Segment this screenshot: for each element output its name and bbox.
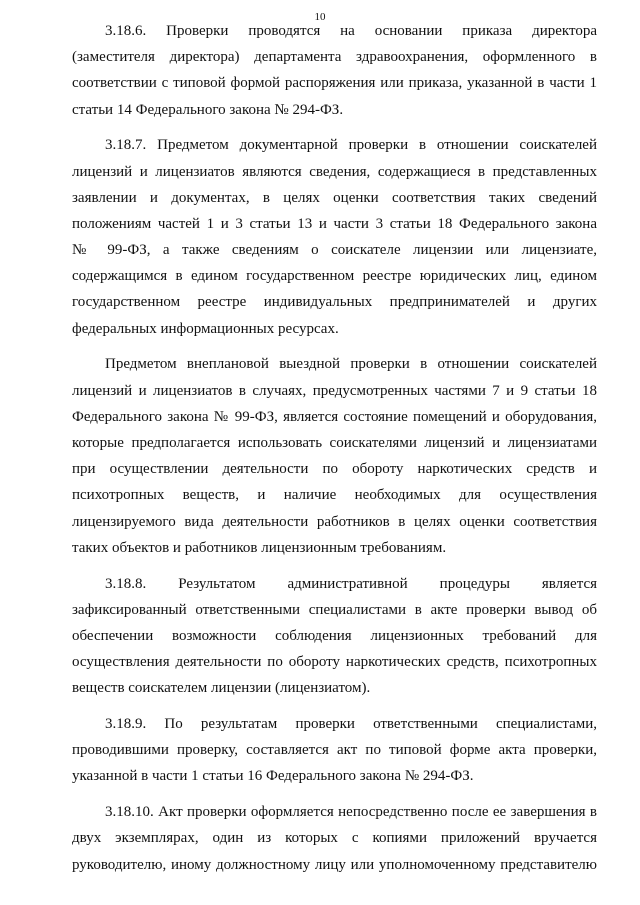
text-line: которые предполагается использовать соискателями лицензий и лицензиатами	[72, 435, 597, 451]
paragraph-3-18-9	[72, 711, 597, 790]
text-line: 3.18.6. Проверки проводятся на основании приказа директора	[105, 23, 597, 39]
text-line: соответствии с типовой формой распоряжения или приказа, указанной в части 1	[72, 75, 597, 92]
text-line: осуществления деятельности по обороту наркотических средств, психотропных	[72, 654, 597, 671]
text-line: положениям частей 1 и 3 статьи 13 и части 3 статьи 18 Федерального закона	[72, 215, 597, 232]
text-line: лицензий и лицензиатов являются сведения, содержащиеся в представленных	[72, 163, 597, 180]
text-line: двух экземплярах, один из которых с копиями приложений вручается	[72, 830, 597, 847]
text-line: заявлении и документах, в целях оценки соответствия таких сведений	[72, 189, 597, 206]
text-line: 3.18.7. Предметом документарной проверки в отношении соискателей	[105, 137, 597, 154]
paragraph-unplanned-inspection	[72, 351, 597, 561]
text-line: лицензируемого вида деятельности работников в целях оценки соответствия	[72, 513, 597, 530]
text-line: Предметом внеплановой выездной проверки в отношении соискателей	[105, 356, 597, 373]
text-line: федеральных информационных ресурсах.	[72, 320, 339, 337]
text-line: указанной в части 1 статьи 16 Федерального закона № 294-ФЗ.	[72, 768, 474, 785]
text-line: 3.18.10. Акт проверки оформляется непосредственно после ее завершения в	[105, 804, 597, 821]
text-line: зафиксированный ответственными специалистами в акте проверки вывод об	[72, 601, 597, 618]
paragraph-3-18-8	[72, 571, 597, 702]
page-number: 10	[314, 11, 326, 23]
text-line: лицензий и лицензиатов в случаях, предусмотренных частями 7 и 9 статьи 18	[72, 382, 597, 399]
text-line: обеспечении возможности соблюдения лицензионных требований для	[72, 627, 597, 644]
text-line: статьи 14 Федерального закона № 294-ФЗ.	[72, 101, 344, 118]
text-line: Федерального закона № 99-ФЗ, является состояние помещений и оборудования,	[72, 408, 597, 425]
text-line: проводившими проверку, составляется акт по типовой форме акта проверки,	[72, 742, 597, 759]
text-line: руководителю, иному должностному лицу или уполномоченному представителю	[72, 856, 597, 873]
text-line: содержащимся в едином государственном реестре юридических лиц, едином	[72, 268, 597, 285]
text-line: психотропных веществ, и наличие необходимых для осуществления	[72, 487, 597, 504]
text-line: (заместителя директора) департамента здравоохранения, оформленного в	[72, 49, 597, 66]
text-line: при осуществлении деятельности по обороту наркотических средств и	[72, 461, 597, 478]
text-line: веществ соискателем лицензии (лицензиатом).	[72, 680, 371, 697]
text-line: государственном реестре индивидуальных предпринимателей и других	[72, 294, 597, 311]
paragraph-3-18-6	[72, 18, 597, 123]
paragraph-3-18-10	[72, 799, 597, 878]
text-line: № 99-ФЗ, а также сведениям о соискателе лицензии или лицензиате,	[72, 242, 597, 259]
text-line: 3.18.8. Результатом административной процедуры является	[105, 575, 597, 592]
paragraph-3-18-7	[72, 132, 597, 342]
text-line: таких объектов и работников лицензионным требованиям.	[72, 539, 447, 556]
document-body	[72, 18, 597, 878]
text-line: 3.18.9. По результатам проверки ответственными специалистами,	[105, 716, 597, 733]
